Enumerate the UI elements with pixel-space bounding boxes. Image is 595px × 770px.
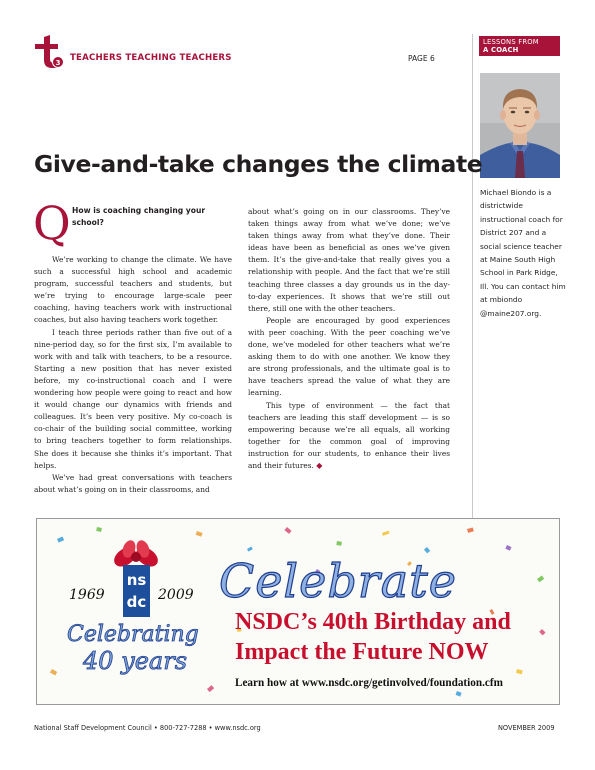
ad-line-1: NSDC’s 40th Birthday and (235, 609, 511, 635)
lessons-tag-line2: A COACH (483, 46, 519, 54)
footer-date: NOVEMBER 2009 (498, 724, 555, 732)
author-bio: Michael Biondo is a districtwide instructional coach for District 207 and a social science teacher at Maine South High School in Park Ridge, Ill. You can contact him at mbiondo @maine207.org. (480, 188, 566, 318)
logo-subscript: 3 (55, 59, 61, 67)
end-mark-icon: ◆ (316, 460, 323, 470)
paragraph: about what’s going on in our classrooms. They’ve taken things away from what we’ve done; we’ve taken things away from what they’ve done. Their ideas have been as beneficial as ones we’ve given them. It’s the give-and-take that really gives you a relationship with people. And the fact that we’re still teaching three classes a day grounds us in the day-to-day experiences. It shows that we’re still out there, still one with the other teachers. (248, 207, 450, 313)
ad-line-2: Impact the Future NOW (235, 639, 489, 665)
paragraph: We’ve had great conversations with teachers about what’s going on in their classrooms, and (34, 472, 232, 494)
question-text: How is coaching changing your school? (72, 206, 206, 227)
lessons-tag (479, 36, 560, 56)
paragraph (248, 400, 450, 473)
year-start: 1969 (69, 587, 105, 603)
nsdc-logo (123, 565, 150, 617)
body-column-1 (34, 254, 232, 496)
paragraph: We’re working to change the climate. We have such a successful high school and academic program, successful teachers and students, but we’re trying to encourage large-scale peer coaching, having teachers work with instructional coaches, but also having teachers work together. (34, 255, 232, 325)
nsdc-advertisement (36, 518, 560, 705)
drop-q: Q (33, 196, 71, 250)
ad-artwork (37, 519, 560, 705)
ad-cta: Learn how at www.nsdc.org/getinvolved/foundation.cfm (235, 677, 503, 689)
svg-text:dc: dc (126, 593, 147, 611)
forty-years-text: 40 years (83, 647, 188, 675)
section-title: TEACHERS TEACHING TEACHERS (70, 53, 232, 63)
celebrate-heading: Celebrate (219, 554, 457, 608)
body-column-2 (248, 206, 450, 472)
celebrating-text: Celebrating (67, 622, 199, 647)
paragraph: I teach three periods rather than five out of a nine-period day, so for the first six, I’m available to work with and talk with teachers, to be a resource. Starting a new position that has never existed before, my co-instructional coach and I were wondering how people were going to react and how it would change our dynamics with friends and colleagues. It’s been very positive. My co-coach is co-chair of the building social committee, working to bring teachers together to form relationships. She does it because she thinks it’s important. That helps. (34, 327, 232, 470)
year-end: 2009 (158, 587, 194, 603)
lessons-tag-line1: LESSONS FROM (483, 38, 539, 46)
t3-logo (31, 35, 65, 69)
paragraph: People are encouraged by good experiences with peer coaching. With the peer coaching we’ve done, we’ve modeled for other teachers what we’re asking them to do with one another. We know they are strong professionals, and the ultimate goal is to have teachers spread the value of what they are learning. (248, 315, 450, 398)
sidebar-divider (472, 34, 473, 519)
svg-text:ns: ns (126, 571, 147, 589)
page-number: PAGE 6 (408, 54, 435, 63)
author-photo (480, 73, 560, 178)
footer-publisher: National Staff Development Council • 800-727-7288 • www.nsdc.org (34, 724, 261, 732)
article-headline: Give-and-take changes the climate (34, 150, 483, 178)
paragraph-text: This type of environment — the fact that teachers are leading this staff development — is so empowering because we’re all equals, all working together for the common goal of improving instruction for our students, to enhance their lives and their futures. (248, 400, 450, 470)
